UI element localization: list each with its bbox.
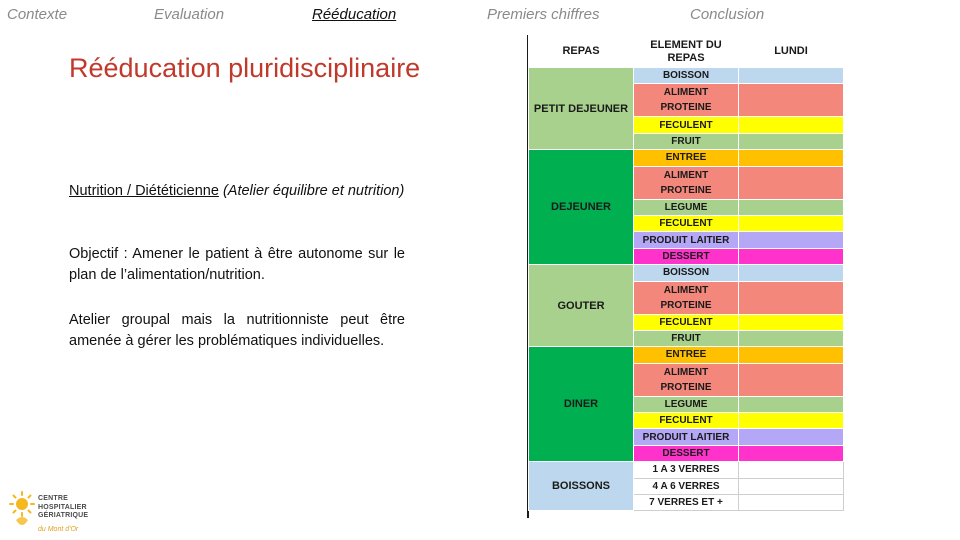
nutrition-heading: Nutrition / Diététicienne: [69, 183, 219, 199]
day-cell[interactable]: [739, 413, 844, 429]
logo-line-3: GÉRIATRIQUE: [38, 512, 89, 519]
day-cell[interactable]: [739, 215, 844, 231]
table-row: [529, 462, 844, 478]
element-cell: ALIMENT PROTEINE: [634, 166, 739, 199]
header-element: ELEMENT DU REPAS: [634, 36, 739, 68]
element-cell: PRODUIT LAITIER: [634, 232, 739, 248]
logo-line-1: CENTRE: [38, 495, 68, 502]
day-cell[interactable]: [739, 495, 844, 511]
header-repas: REPAS: [529, 36, 634, 68]
element-cell: ALIMENT PROTEINE: [634, 84, 739, 117]
table-row: [529, 150, 844, 166]
day-cell[interactable]: [739, 314, 844, 330]
element-cell: 1 A 3 VERRES: [634, 462, 739, 478]
day-cell[interactable]: [739, 330, 844, 346]
element-cell: LEGUME: [634, 396, 739, 412]
element-cell: FECULENT: [634, 314, 739, 330]
day-cell[interactable]: [739, 445, 844, 461]
header-lundi: LUNDI: [739, 36, 844, 68]
day-cell[interactable]: [739, 281, 844, 314]
hospital-logo: [8, 490, 108, 536]
nav-item-reeducation[interactable]: Rééducation: [312, 6, 397, 23]
element-cell: FRUIT: [634, 330, 739, 346]
element-cell: FECULENT: [634, 215, 739, 231]
table-row: [529, 347, 844, 363]
element-cell: FECULENT: [634, 117, 739, 133]
element-cell: BOISSON: [634, 265, 739, 281]
meal-plan-table: [528, 35, 844, 511]
page-title: Rééducation pluridisciplinaire: [69, 53, 421, 83]
sun-logo-icon: [8, 490, 36, 530]
table-row: [529, 265, 844, 281]
element-cell: ENTREE: [634, 150, 739, 166]
day-cell[interactable]: [739, 199, 844, 215]
day-cell[interactable]: [739, 462, 844, 478]
element-cell: ALIMENT PROTEINE: [634, 281, 739, 314]
paragraph-workshop: Atelier groupal mais la nutritionniste peut être amenée à gérer les problématiques individuelles.: [69, 312, 405, 349]
logo-text: [38, 495, 88, 521]
day-cell[interactable]: [739, 117, 844, 133]
day-cell[interactable]: [739, 133, 844, 149]
day-cell[interactable]: [739, 478, 844, 494]
day-cell[interactable]: [739, 347, 844, 363]
nav-item-conclusion[interactable]: Conclusion: [690, 6, 765, 23]
nav-item-evaluation[interactable]: Evaluation: [154, 6, 225, 23]
meal-cell: DEJEUNER: [529, 150, 634, 265]
meal-cell: GOUTER: [529, 265, 634, 347]
day-cell[interactable]: [739, 232, 844, 248]
element-cell: ENTREE: [634, 347, 739, 363]
meal-cell: PETIT DEJEUNER: [529, 68, 634, 150]
nav-item-contexte[interactable]: Contexte: [7, 6, 68, 23]
element-cell: 7 VERRES ET +: [634, 495, 739, 511]
paragraph-objective: Objectif : Amener le patient à être autonome sur le plan de l’alimentation/nutrition.: [69, 246, 405, 283]
element-cell: DESSERT: [634, 248, 739, 264]
day-cell[interactable]: [739, 429, 844, 445]
day-cell[interactable]: [739, 248, 844, 264]
element-cell: FRUIT: [634, 133, 739, 149]
nav-item-premiers-chiffres[interactable]: Premiers chiffres: [487, 6, 600, 23]
element-cell: FECULENT: [634, 413, 739, 429]
meal-cell: BOISSONS: [529, 462, 634, 511]
day-cell[interactable]: [739, 265, 844, 281]
element-cell: DESSERT: [634, 445, 739, 461]
day-cell[interactable]: [739, 166, 844, 199]
logo-line-2: HOSPITALIER: [38, 503, 87, 511]
day-cell[interactable]: [739, 84, 844, 117]
element-cell: ALIMENT PROTEINE: [634, 363, 739, 396]
element-cell: PRODUIT LAITIER: [634, 429, 739, 445]
element-cell: LEGUME: [634, 199, 739, 215]
element-cell: BOISSON: [634, 68, 739, 84]
top-navigation: [0, 6, 960, 26]
meal-cell: DINER: [529, 347, 634, 462]
logo-subtitle: du Mont d'Or: [38, 526, 79, 533]
table-row: [529, 68, 844, 84]
nutrition-subtitle: (Atelier équilibre et nutrition): [218, 183, 405, 199]
day-cell[interactable]: [739, 396, 844, 412]
paragraph-nutrition: [69, 181, 405, 202]
day-cell[interactable]: [739, 363, 844, 396]
table-header-row: [529, 36, 844, 68]
day-cell[interactable]: [739, 68, 844, 84]
element-cell: 4 A 6 VERRES: [634, 478, 739, 494]
day-cell[interactable]: [739, 150, 844, 166]
